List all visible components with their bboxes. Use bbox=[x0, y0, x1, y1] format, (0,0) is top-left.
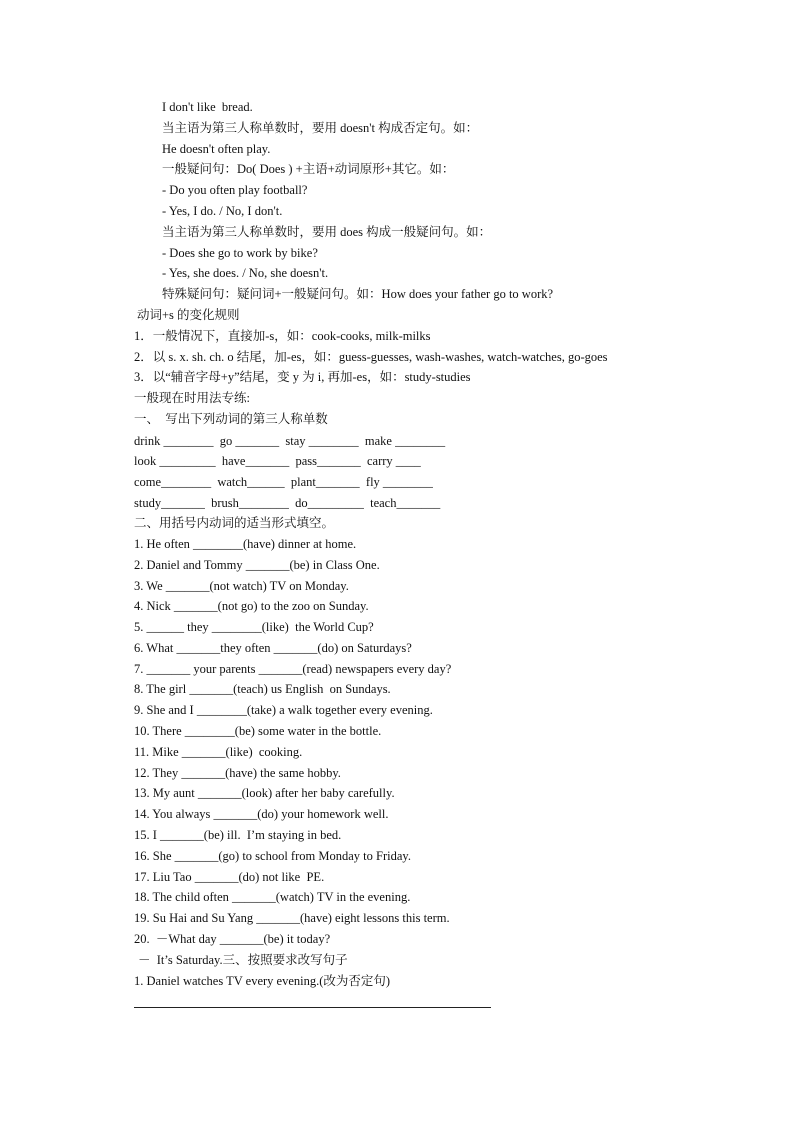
exercise-item: 10. There ________(be) some water in the bottle. bbox=[134, 724, 382, 738]
rules-heading: 动词+s 的变化规则 bbox=[137, 308, 240, 322]
exercise-item: 20. －What day _______(be) it today? bbox=[134, 932, 331, 946]
intro-line-8: - Does she go to work by bike? bbox=[162, 246, 318, 260]
practice-title: 一般现在时用法专练: bbox=[134, 391, 250, 405]
rule-2: 2．以 s. x. sh. ch. o 结尾，加-es，如：guess-guesses, wash-washes, watch-watches, go-goes bbox=[134, 350, 608, 364]
exercise-item: 16. She _______(go) to school from Monday to Friday. bbox=[134, 849, 411, 863]
exercise-item: 6. What _______they often _______(do) on Saturdays? bbox=[134, 641, 412, 655]
exercise-item: 3. We _______(not watch) TV on Monday. bbox=[134, 579, 349, 593]
intro-line-1: I don't like bread. bbox=[162, 100, 253, 114]
exercise-item: 8. The girl _______(teach) us English on Sundays. bbox=[134, 682, 391, 696]
section3-title: － It’s Saturday.三、按照要求改写句子 bbox=[138, 953, 348, 967]
verb-row-1: drink ________ go _______ stay ________ make ________ bbox=[134, 434, 446, 448]
exercise-item: 17. Liu Tao _______(do) not like PE. bbox=[134, 870, 325, 884]
exercise-item: 4. Nick _______(not go) to the zoo on Sunday. bbox=[134, 599, 369, 613]
intro-line-2: 当主语为第三人称单数时，要用 doesn't 构成否定句。如： bbox=[162, 121, 479, 135]
intro-line-5: - Do you often play football? bbox=[162, 183, 308, 197]
intro-line-10: 特殊疑问句：疑问词+一般疑问句。如：How does your father go to work? bbox=[162, 287, 554, 301]
intro-line-4: 一般疑问句：Do( Does ) +主语+动词原形+其它。如： bbox=[162, 162, 455, 176]
rewrite-question-1: 1. Daniel watches TV every evening.(改为否定句) bbox=[134, 974, 391, 988]
exercise-item: 1. He often ________(have) dinner at home. bbox=[134, 537, 357, 551]
section1-title: 一、 写出下列动词的第三人称单数 bbox=[134, 412, 328, 426]
intro-line-7: 当主语为第三人称单数时，要用 does 构成一般疑问句。如： bbox=[162, 225, 492, 239]
intro-line-3: He doesn't often play. bbox=[162, 142, 271, 156]
verb-row-3: come________ watch______ plant_______ fly ________ bbox=[134, 475, 433, 489]
section2-title: 二、用括号内动词的适当形式填空。 bbox=[134, 516, 335, 530]
rule-1: 1．一般情况下，直接加-s，如：cook-cooks, milk-milks bbox=[134, 329, 431, 343]
verb-row-4: study_______ brush________ do_________ teach_______ bbox=[134, 496, 441, 510]
rule-3: 3．以“辅音字母+y”结尾，变 y 为 i, 再加-es，如：study-studies bbox=[134, 370, 471, 384]
exercise-item: 9. She and I ________(take) a walk together every evening. bbox=[134, 703, 433, 717]
exercise-item: 18. The child often _______(watch) TV in the evening. bbox=[134, 890, 411, 904]
exercise-item: 2. Daniel and Tommy _______(be) in Class One. bbox=[134, 558, 380, 572]
exercise-item: 12. They _______(have) the same hobby. bbox=[134, 766, 341, 780]
exercise-item: 14. You always _______(do) your homework well. bbox=[134, 807, 389, 821]
exercise-item: 11. Mike _______(like) cooking. bbox=[134, 745, 303, 759]
verb-row-2: look _________ have_______ pass_______ carry ____ bbox=[134, 454, 421, 468]
exercise-item: 7. _______ your parents _______(read) newspapers every day? bbox=[134, 662, 452, 676]
intro-line-6: - Yes, I do. / No, I don't. bbox=[162, 204, 283, 218]
intro-line-9: - Yes, she does. / No, she doesn't. bbox=[162, 266, 329, 280]
answer-line bbox=[134, 1007, 491, 1008]
exercise-item: 19. Su Hai and Su Yang _______(have) eight lessons this term. bbox=[134, 911, 450, 925]
exercise-item: 15. I _______(be) ill. I’m staying in bed. bbox=[134, 828, 342, 842]
exercise-item: 13. My aunt _______(look) after her baby carefully. bbox=[134, 786, 395, 800]
exercise-item: 5. ______ they ________(like) the World Cup? bbox=[134, 620, 374, 634]
